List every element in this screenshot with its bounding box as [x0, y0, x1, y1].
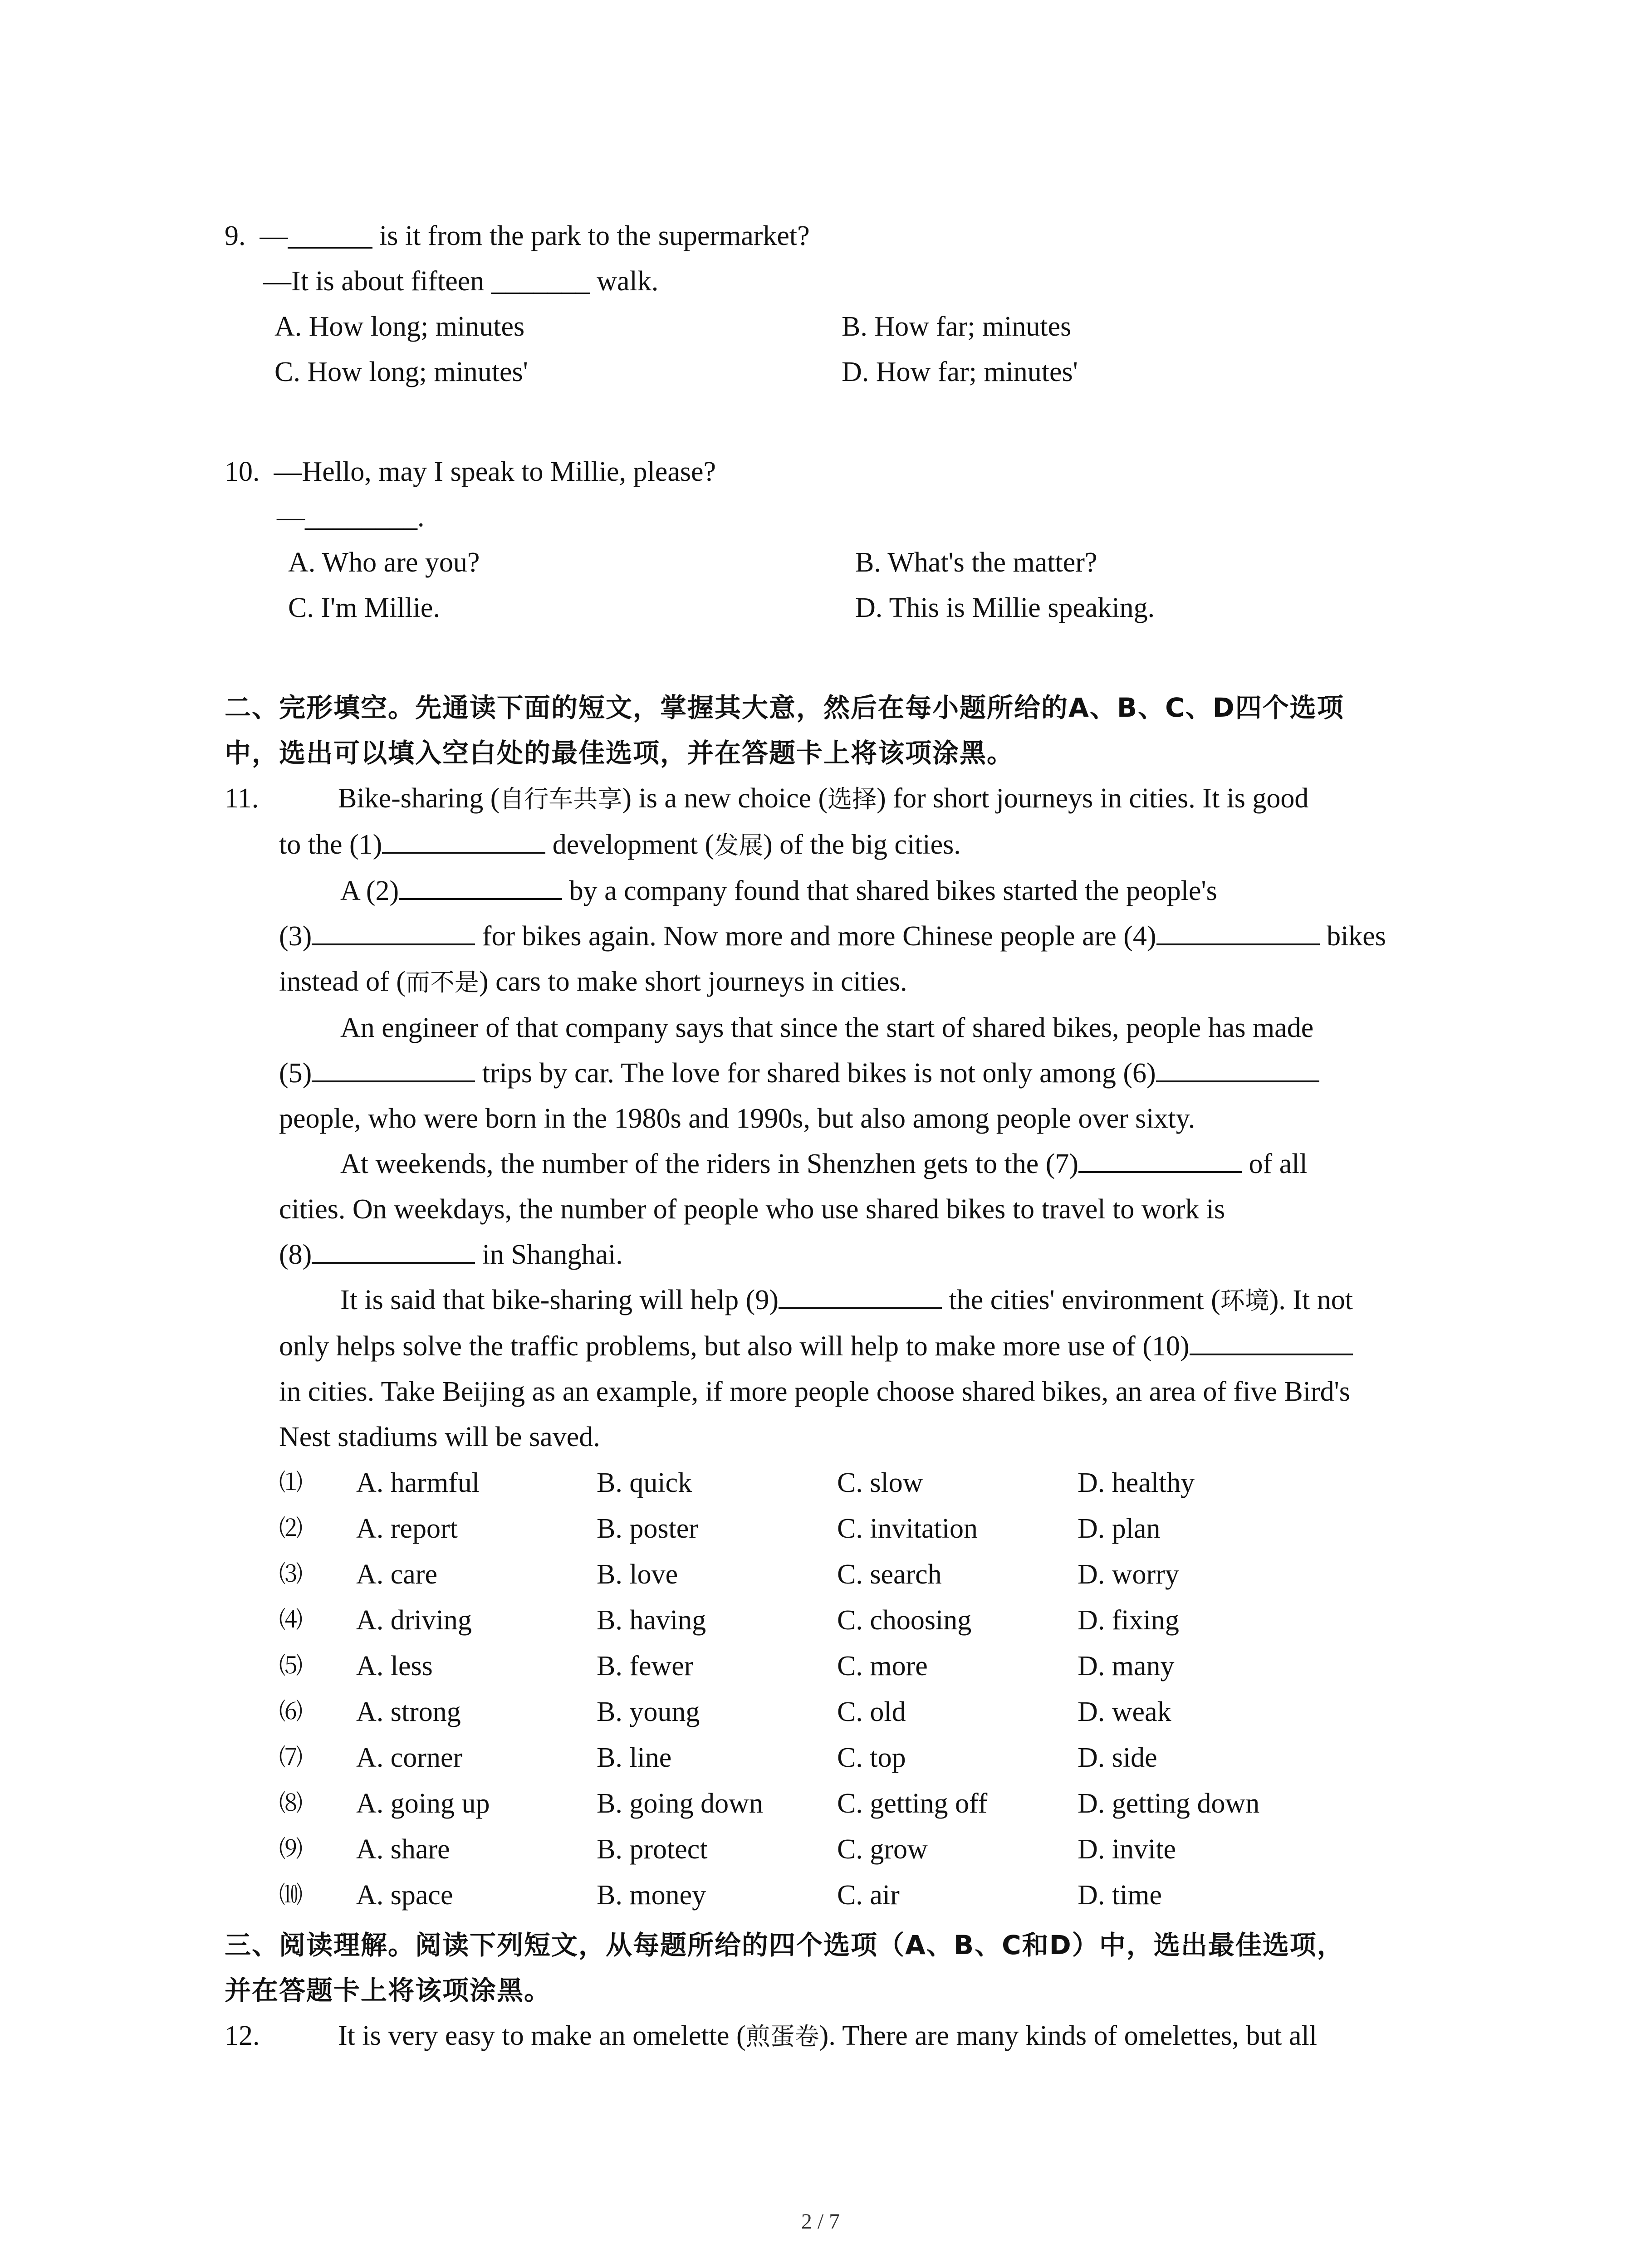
option-b: B. poster — [597, 1513, 698, 1544]
option-number: ⑴ — [279, 1469, 303, 1496]
option-b: B. going down — [597, 1788, 763, 1819]
question-10 — [225, 449, 1459, 631]
option-d: D. time — [1078, 1879, 1162, 1911]
question-number: 12. — [225, 2020, 260, 2051]
option-row — [279, 1597, 1318, 1643]
option-c: C. grow — [837, 1833, 928, 1865]
option-c: C. search — [837, 1559, 942, 1590]
option-row — [279, 1460, 1318, 1505]
option-b: B. quick — [597, 1467, 692, 1498]
option-c: C. choosing — [837, 1604, 972, 1636]
question-number: 10. — [225, 456, 260, 487]
option-row — [279, 1689, 1318, 1735]
page-content — [225, 213, 1459, 2059]
option-b: B. money — [597, 1879, 706, 1911]
blank-2 — [399, 871, 562, 900]
option-a: A. share — [356, 1833, 450, 1865]
option-c: C. air — [837, 1879, 900, 1911]
option-a: A. space — [356, 1879, 453, 1911]
option-row — [279, 1551, 1318, 1597]
heading-line: 中，选出可以填入空白处的最佳选项，并在答题卡上将该项涂黑。 — [225, 738, 1014, 768]
option-number: ⑻ — [279, 1789, 303, 1817]
option-b: B. young — [597, 1696, 700, 1727]
section-heading — [225, 685, 1459, 776]
option-c: C. How long; minutes' — [274, 357, 528, 387]
options — [225, 540, 1459, 631]
option-b: B. love — [597, 1559, 678, 1590]
option-c: C. more — [837, 1650, 928, 1681]
question-line: —______ is it from the park to the supermarket? — [260, 220, 810, 251]
option-c: C. old — [837, 1696, 906, 1727]
option-a: A. corner — [356, 1742, 463, 1773]
question-line: —________. — [277, 502, 425, 533]
option-b: B. How far; minutes — [842, 311, 1072, 342]
option-c: C. I'm Millie. — [288, 592, 440, 623]
option-d: D. getting down — [1078, 1788, 1260, 1819]
option-c: C. top — [837, 1742, 906, 1773]
question-number: 9. — [225, 220, 246, 251]
option-number: ⑸ — [279, 1652, 303, 1680]
option-c: C. getting off — [837, 1788, 988, 1819]
option-a: A. care — [356, 1559, 437, 1590]
option-row — [279, 1735, 1318, 1780]
option-a: A. strong — [356, 1696, 461, 1727]
question-number: 11. — [225, 783, 259, 814]
option-d: D. invite — [1078, 1833, 1176, 1865]
option-row — [279, 1872, 1318, 1918]
option-row — [279, 1780, 1318, 1826]
option-d: D. How far; minutes' — [842, 357, 1078, 387]
option-a: A. How long; minutes — [274, 311, 525, 342]
option-d: D. fixing — [1078, 1604, 1179, 1636]
blank-7 — [1078, 1144, 1242, 1173]
option-row — [279, 1643, 1318, 1689]
option-d: D. many — [1078, 1650, 1175, 1681]
option-a: A. going up — [356, 1788, 490, 1819]
option-a: A. Who are you? — [288, 547, 480, 578]
option-b: B. What's the matter? — [855, 547, 1097, 578]
blank-10 — [1190, 1326, 1353, 1355]
question-9 — [225, 213, 1459, 395]
cloze-options-table — [279, 1460, 1318, 1918]
question-line: —Hello, may I speak to Millie, please? — [274, 456, 716, 487]
option-b: B. protect — [597, 1833, 708, 1865]
question-line: —It is about fifteen _______ walk. — [263, 266, 659, 297]
blank-9 — [779, 1280, 942, 1309]
blank-1 — [382, 825, 545, 854]
option-a: A. harmful — [356, 1467, 480, 1498]
page-number: 2 / 7 — [801, 2209, 840, 2234]
option-d: D. This is Millie speaking. — [855, 592, 1155, 623]
blank-3 — [312, 916, 475, 945]
heading-line: 二、完形填空。先通读下面的短文，掌握其大意，然后在每小题所给的A、B、C、D四个选项 — [225, 692, 1344, 723]
option-c: C. slow — [837, 1467, 923, 1498]
option-row — [279, 1826, 1318, 1872]
heading-line: 并在答题卡上将该项涂黑。 — [225, 1975, 552, 2006]
option-b: B. fewer — [597, 1650, 694, 1681]
options — [225, 304, 1459, 395]
blank-5 — [312, 1053, 475, 1082]
option-d: D. weak — [1078, 1696, 1171, 1727]
option-number: ⑽ — [279, 1881, 303, 1909]
option-row — [279, 1505, 1318, 1551]
heading-line: 三、阅读理解。阅读下列短文，从每题所给的四个选项（A、B、C和D）中，选出最佳选项， — [225, 1930, 1344, 1960]
option-a: A. report — [356, 1513, 458, 1544]
section-heading — [225, 1922, 1459, 2013]
option-number: ⑷ — [279, 1606, 303, 1634]
option-number: ⑶ — [279, 1560, 303, 1588]
option-number: ⑺ — [279, 1744, 303, 1771]
option-d: D. healthy — [1078, 1467, 1195, 1498]
option-a: A. less — [356, 1650, 433, 1681]
option-d: D. plan — [1078, 1513, 1161, 1544]
option-b: B. having — [597, 1604, 706, 1636]
option-d: D. side — [1078, 1742, 1157, 1773]
blank-8 — [312, 1235, 475, 1264]
question-12: 12. It is very easy to make an omelette (煎蛋卷). There are many kinds of omelettes, but all — [225, 2013, 1459, 2059]
option-number: ⑹ — [279, 1698, 303, 1725]
option-d: D. worry — [1078, 1559, 1179, 1590]
option-number: ⑵ — [279, 1515, 303, 1542]
question-11: 11. Bike-sharing (自行车共享) is a new choice (选择) for short journeys in cities. It is good to the (1) development (发展) of the big cities. A (2) by a company found that shared bikes started the people's (3) for bikes again. Now more and more Chinese people are (4) bikes instead of (而不是) cars to make short journeys in cities. An engineer of that company says that since the start of shared bikes, people has made (5) trips by car. The love for shared bikes is not only among (6) people, who were born in the 1980s and 1990s, but also among people over sixty. At weekends, the number of the riders in Shenzhen gets to the (7) of all cities. On weekdays, the number of people who use shared bikes to travel to work is (8) in Shanghai. It is said that bike-sharing will help (9) the cities' environment (环境). It not only helps solve the traffic problems, but also will help to make more use of (10) in cities. Take Beijing as an example, if more people choose shared bikes, an area of five Bird's Nest stadiums will be saved. ⑴ A. harmful B. quick C. slow D. healthy ⑵ A. report B. poster C. invitation D. plan ⑶ A. care B. love C. search D. worry ⑷ A. driving B. having C. choosing D. fixing ⑸ A. less B. fewer C. more D. many ⑹ A. strong B. young C. old D. weak ⑺ A. corner B. line C. top D. side ⑻ A. going up B. going down C. getting off D. getting down ⑼ A. share B. protect C. grow D. invite ⑽ A. space B. money C. air D. time — [225, 776, 1459, 1918]
option-c: C. invitation — [837, 1513, 978, 1544]
option-a: A. driving — [356, 1604, 472, 1636]
option-number: ⑼ — [279, 1835, 303, 1863]
blank-4 — [1156, 916, 1320, 945]
option-b: B. line — [597, 1742, 672, 1773]
blank-6 — [1156, 1053, 1319, 1082]
